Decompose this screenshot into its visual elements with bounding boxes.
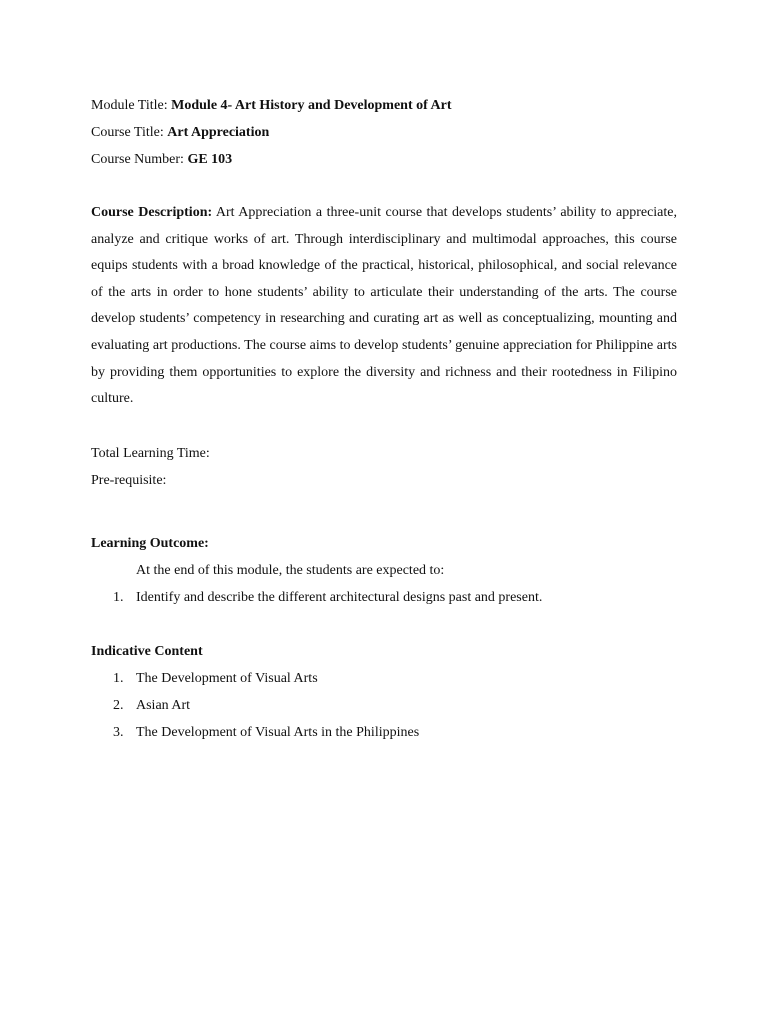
document-page [91, 92, 677, 746]
prerequisite: Pre-requisite: [91, 472, 167, 488]
learning-outcome-intro: At the end of this module, the students are expected to: [136, 562, 445, 578]
list-item [91, 719, 677, 746]
list-number: 1. [113, 670, 124, 686]
spacer [91, 413, 677, 440]
learning-outcome-list [91, 584, 677, 611]
module-title-value: Module 4- Art History and Development of Art [171, 98, 452, 113]
list-text: Identify and describe the different architectural designs past and present. [136, 589, 543, 605]
list-number: 2. [113, 697, 124, 713]
list-item [91, 692, 677, 719]
course-description-label: Course Description: [91, 205, 213, 220]
list-text: The Development of Visual Arts [136, 670, 318, 686]
spacer [91, 173, 677, 200]
indicative-content-list [91, 665, 677, 746]
course-title-value: Art Appreciation [167, 125, 270, 140]
course-number-label: Course Number: [91, 152, 184, 167]
course-description-text: Art Appreciation a three-unit course that develops students’ ability to appreciate, analyze and critique works of art. Through interdisciplinary and multimodal approaches, this course equips students with a broad knowledge of the practical, historical, philosophical, and social relevance of the arts in order to hone students’ ability to articulate their understanding of the arts. The course develop students’ competency in researching and curating art as well as conceptualizing, mounting and evaluating art productions. The course aims to develop students’ genuine appreciation for Philippine arts by providing them opportunities to explore the diversity and richness and their rootedness in Filipino culture. [91, 205, 677, 407]
list-item [91, 584, 677, 611]
learning-outcome-heading: Learning Outcome: [91, 535, 209, 551]
total-learning-time: Total Learning Time: [91, 445, 210, 461]
list-item [91, 665, 677, 692]
course-title-label: Course Title: [91, 125, 164, 140]
course-number-value: GE 103 [187, 152, 233, 167]
list-text: Asian Art [136, 697, 191, 713]
indicative-content-heading: Indicative Content [91, 643, 203, 659]
spacer [91, 494, 677, 530]
course-title-line [91, 119, 677, 146]
module-title-line [91, 92, 677, 119]
spacer [91, 611, 677, 638]
course-number-line [91, 146, 677, 173]
list-number: 3. [113, 724, 124, 740]
list-text: The Development of Visual Arts in the Philippines [136, 724, 420, 740]
module-title-label: Module Title: [91, 98, 168, 113]
course-description [91, 200, 677, 413]
list-number: 1. [113, 589, 124, 605]
